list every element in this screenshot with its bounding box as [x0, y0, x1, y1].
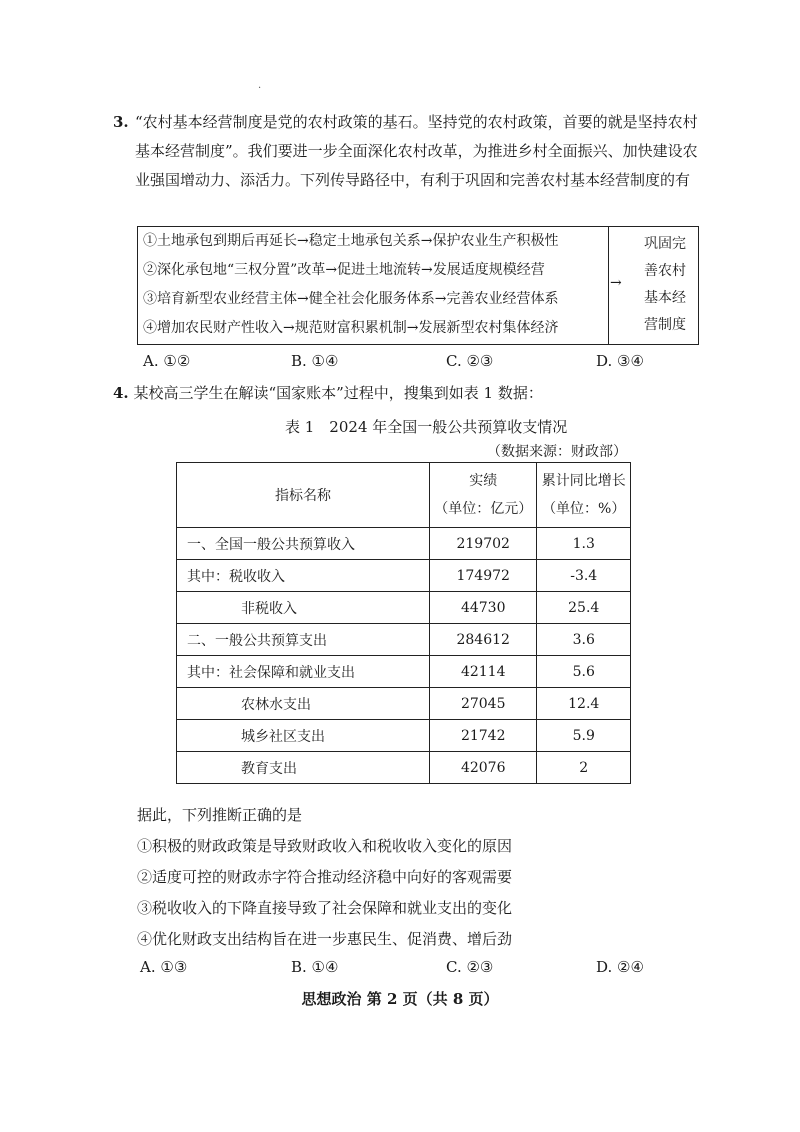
row-name: 二、一般公共预算支出	[177, 624, 430, 656]
header-actual-title: 实绩	[469, 473, 498, 489]
question-4-number: 4.	[113, 384, 129, 402]
row-value: 21742	[429, 720, 536, 752]
q4-option-d[interactable]: D. ②④	[596, 958, 644, 976]
q4-lead: 据此，下列推断正确的是	[137, 806, 303, 824]
row-growth: 3.6	[537, 624, 631, 656]
header-growth-unit: （单位：%）	[542, 501, 626, 517]
question-3-number: 3.	[113, 113, 129, 131]
header-actual-unit: （单位：亿元）	[434, 501, 533, 517]
row-growth: 25.4	[537, 592, 631, 624]
table-row	[177, 592, 631, 624]
q4-option-a[interactable]: A. ①③	[140, 958, 188, 976]
row-growth: -3.4	[537, 560, 631, 592]
path-result	[634, 231, 696, 339]
table-row	[177, 624, 631, 656]
question-4-stem: 某校高三学生在解读“国家账本”过程中，搜集到如表 1 数据：	[133, 384, 543, 402]
question-3-stem: “农村基本经营制度是党的农村政策的基石。坚持党的农村政策，首要的就是坚持农村基本经营制度”。我们要进一步全面深化农村改革，为推进乡村全面振兴、加快建设农业强国增动力、添活力。下列传导路径中，有利于巩固和完善农村基本经营制度的有	[135, 113, 698, 189]
q4-analysis	[137, 800, 512, 955]
result-line: 基本经	[644, 290, 686, 306]
row-name: 教育支出	[177, 752, 430, 784]
q4-statement-2: ②适度可控的财政赤字符合推动经济稳中向好的客观需要	[137, 868, 513, 886]
question-3	[113, 108, 703, 195]
table-row	[177, 560, 631, 592]
row-growth: 5.9	[537, 720, 631, 752]
row-value: 44730	[429, 592, 536, 624]
table-row	[177, 752, 631, 784]
row-value: 174972	[429, 560, 536, 592]
question-4	[113, 382, 543, 403]
row-growth: 1.3	[537, 528, 631, 560]
row-value: 42076	[429, 752, 536, 784]
row-value: 27045	[429, 688, 536, 720]
result-line: 巩固完	[644, 236, 686, 252]
row-name: 其中：税收收入	[177, 560, 430, 592]
q3-option-a[interactable]: A. ①②	[143, 352, 191, 370]
table-source: （数据来源：财政部）	[487, 444, 627, 460]
table-row	[177, 720, 631, 752]
table-row	[177, 656, 631, 688]
row-growth: 12.4	[537, 688, 631, 720]
q4-option-c[interactable]: C. ②③	[446, 958, 494, 976]
header-growth	[537, 463, 631, 528]
arrow-icon: →	[610, 275, 622, 291]
path-item-4: ④增加农民财产性收入→规范财富积累机制→发展新型农村集体经济	[143, 320, 559, 336]
row-value: 284612	[429, 624, 536, 656]
table-row	[177, 528, 631, 560]
path-list	[138, 227, 609, 344]
q4-statement-4: ④优化财政支出结构旨在进一步惠民生、促消费、增后劲	[137, 930, 513, 948]
row-growth: 2	[537, 752, 631, 784]
row-value: 42114	[429, 656, 536, 688]
q4-statement-1: ①积极的财政政策是导致财政收入和税收收入变化的原因	[137, 837, 513, 855]
result-line: 营制度	[644, 317, 686, 333]
header-indicator-name: 指标名称	[177, 463, 430, 528]
page-footer: 思想政治 第 2 页（共 8 页）	[301, 990, 499, 1008]
result-line: 善农村	[644, 263, 686, 279]
budget-table	[176, 462, 631, 784]
q3-option-d[interactable]: D. ③④	[596, 352, 644, 370]
row-name: 其中：社会保障和就业支出	[177, 656, 430, 688]
row-growth: 5.6	[537, 656, 631, 688]
row-name: 城乡社区支出	[177, 720, 430, 752]
row-name: 一、全国一般公共预算收入	[177, 528, 430, 560]
q3-option-b[interactable]: B. ①④	[291, 352, 339, 370]
header-growth-title: 累计同比增长	[541, 473, 626, 489]
stray-mark: .	[258, 80, 262, 91]
transmission-path-box	[137, 226, 699, 345]
row-value: 219702	[429, 528, 536, 560]
table-header-row	[177, 463, 631, 528]
table-row	[177, 688, 631, 720]
q4-statement-3: ③税收收入的下降直接导致了社会保障和就业支出的变化	[137, 899, 513, 917]
q4-option-b[interactable]: B. ①④	[291, 958, 339, 976]
path-item-2: ②深化承包地“三权分置”改革→促进土地流转→发展适度规模经营	[143, 262, 545, 278]
row-name: 农林水支出	[177, 688, 430, 720]
q3-option-c[interactable]: C. ②③	[446, 352, 494, 370]
header-actual	[429, 463, 536, 528]
path-item-1: ①土地承包到期后再延长→稳定土地承包关系→保护农业生产积极性	[143, 233, 559, 249]
row-name: 非税收入	[177, 592, 430, 624]
table-caption: 表 1 2024 年全国一般公共预算收支情况	[285, 418, 568, 436]
path-item-3: ③培育新型农业经营主体→健全社会化服务体系→完善农业经营体系	[143, 291, 559, 307]
